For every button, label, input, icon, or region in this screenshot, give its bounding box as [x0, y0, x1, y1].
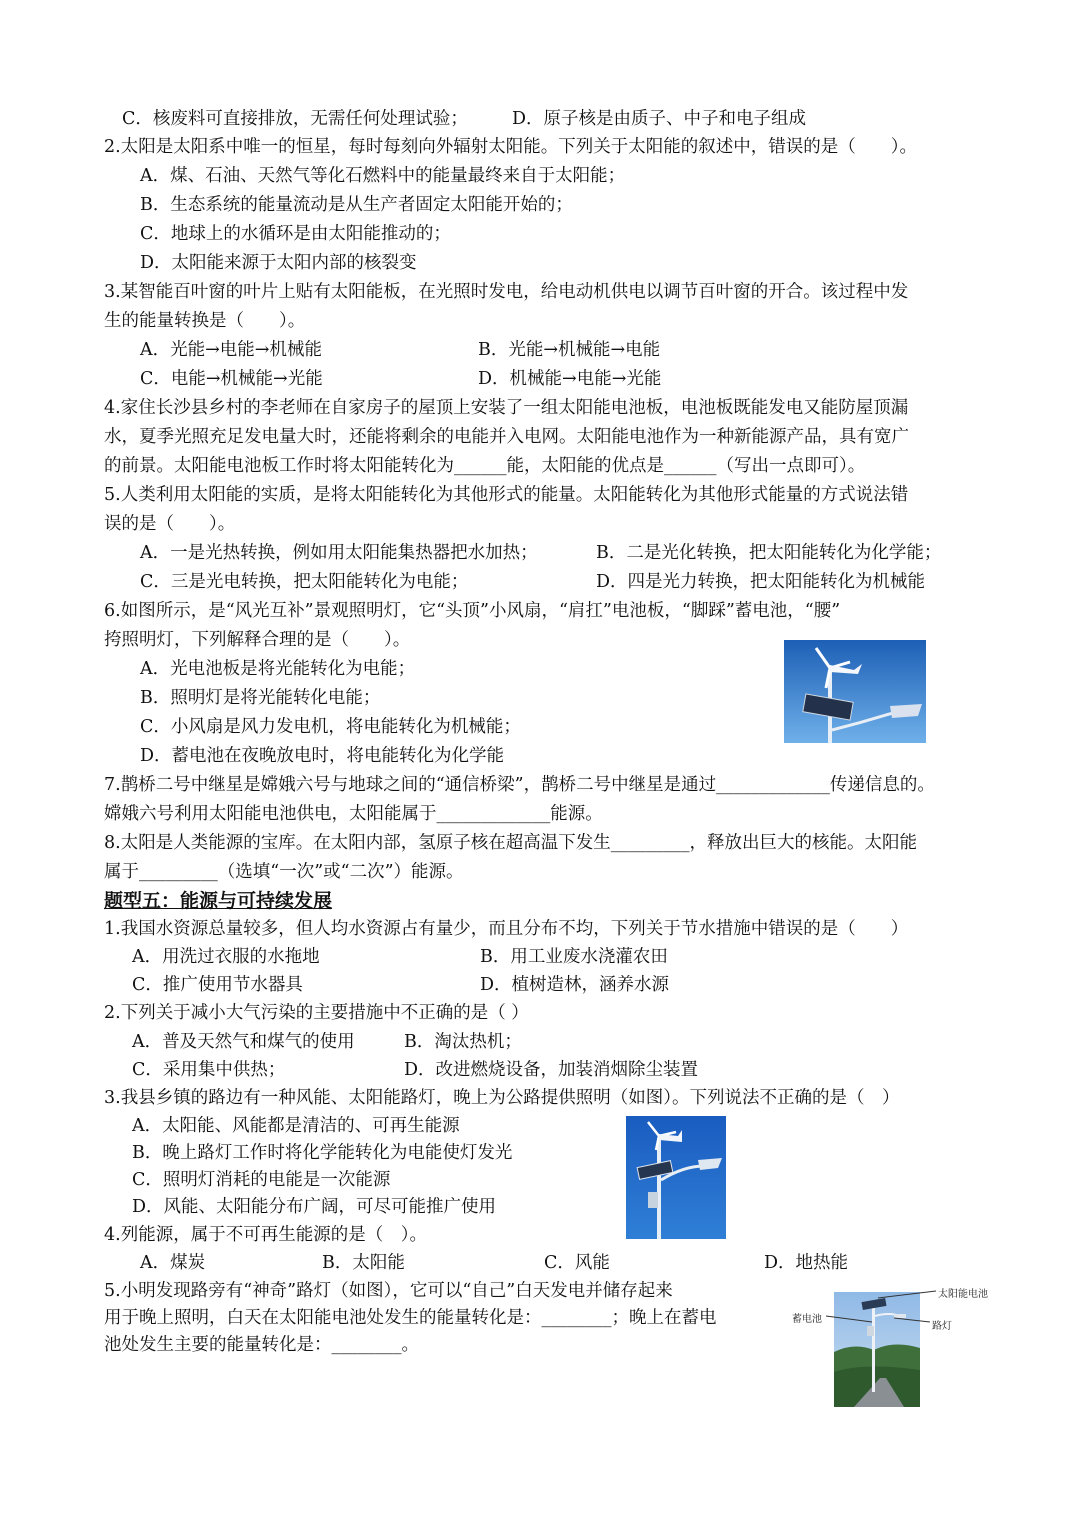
s3-option-d: D．风能、太阳能分布广阔，可尽可能推广使用	[132, 1197, 497, 1217]
street-lamp-image	[626, 1116, 726, 1239]
s1-stem: 1.我国水资源总量较多，但人均水资源占有量少，而且分布不均，下列关于节水措施中错误的是（ ）	[104, 919, 909, 939]
q5-option-c: C．三是光电转换，把太阳能转化为电能；	[140, 572, 469, 592]
q2-option-a: A．煤、石油、天然气等化石燃料中的能量最终来自于太阳能；	[140, 166, 626, 186]
q8-line1: 8.太阳是人类能源的宝库。在太阳内部，氢原子核在超高温下发生_________，释放出巨大的核能。太阳能	[104, 833, 917, 853]
s1-option-b: B．用工业废水浇灌农田	[480, 947, 668, 967]
q3-option-b: B．光能→机械能→电能	[478, 340, 661, 360]
q3-stem-line2: 生的能量转换是（ ）。	[104, 311, 306, 331]
s3-stem: 3.我县乡镇的路边有一种风能、太阳能路灯，晚上为公路提供照明（如图）。下列说法不正确的是（ ）	[104, 1088, 900, 1108]
q6-stem-line1: 6.如图所示，是“风光互补”景观照明灯，它“头顶”小风扇，“肩扛”电池板，“脚踩”蓄电池，“腰”	[104, 601, 841, 621]
q4-line3: 的前景。太阳能电池板工作时将太阳能转化为______能，太阳能的优点是______（写出一点即可）。	[104, 456, 866, 476]
q2-option-c: C．地球上的水循环是由太阳能推动的；	[140, 224, 451, 244]
q7-line2: 嫦娥六号利用太阳能电池供电，太阳能属于_____________能源。	[104, 804, 603, 824]
q8-line2: 属于_________（选填“一次”或“二次”）能源。	[104, 862, 464, 882]
q5-stem-line1: 5.人类利用太阳能的实质，是将太阳能转化为其他形式的能量。太阳能转化为其他形式能量的方式说法错	[104, 485, 909, 505]
label-solar-cell: 太阳能电池	[938, 1289, 988, 1300]
s4-stem: 4.列能源，属于不可再生能源的是（ ）。	[104, 1225, 427, 1245]
s3-option-a: A．太阳能、风能都是清洁的、可再生能源	[132, 1116, 460, 1136]
q2-stem: 2.太阳是太阳系中唯一的恒星，每时每刻向外辐射太阳能。下列关于太阳能的叙述中，错误的是（ ）。	[104, 137, 917, 157]
s2-stem: 2.下列关于减小大气污染的主要措施中不正确的是（ ）	[104, 1003, 529, 1023]
s2-option-a: A．普及天然气和煤气的使用	[132, 1032, 355, 1052]
q2-option-b: B．生态系统的能量流动是从生产者固定太阳能开始的；	[140, 195, 573, 215]
q4-line2: 水，夏季光照充足发电量大时，还能将剩余的电能并入电网。太阳能电池作为一种新能源产品，具有宽广	[104, 427, 909, 447]
s1-option-a: A．用洗过衣服的水拖地	[132, 947, 320, 967]
q2-option-d: D．太阳能来源于太阳内部的核裂变	[140, 253, 417, 273]
q5-option-a: A．一是光热转换，例如用太阳能集热器把水加热；	[140, 543, 538, 563]
q3-option-d: D．机械能→电能→光能	[478, 369, 662, 389]
street-lamp-illustration	[626, 1116, 726, 1239]
s4-option-d: D．地热能	[764, 1253, 849, 1273]
s1-option-d: D．植树造林，涵养水源	[480, 975, 670, 995]
q6-option-b: B．照明灯是将光能转化电能；	[140, 688, 381, 708]
q6-option-c: C．小风扇是风力发电机，将电能转化为机械能；	[140, 717, 521, 737]
s3-option-c: C．照明灯消耗的电能是一次能源	[132, 1170, 391, 1190]
q3-option-c: C．电能→机械能→光能	[140, 369, 323, 389]
q5-option-b: B．二是光化转换，把太阳能转化为化学能；	[596, 543, 942, 563]
q6-stem-line2: 挎照明灯，下列解释合理的是（ ）。	[104, 630, 411, 650]
s3-option-b: B．晚上路灯工作时将化学能转化为电能使灯发光	[132, 1143, 513, 1163]
q5-option-d: D．四是光力转换，把太阳能转化为机械能	[596, 572, 926, 592]
s2-option-b: B．淘汰热机；	[404, 1032, 522, 1052]
q6-option-d: D．蓄电池在夜晚放电时，将电能转化为化学能	[140, 746, 505, 766]
q6-option-a: A．光电池板是将光能转化为电能；	[140, 659, 416, 679]
q3-option-a: A．光能→电能→机械能	[140, 340, 322, 360]
s5-line1: 5.小明发现路旁有“神奇”路灯（如图），它可以“自己”白天发电并储存起来	[104, 1281, 673, 1301]
prev-option-d: D．原子核是由质子、中子和电子组成	[512, 109, 807, 129]
q4-line1: 4.家住长沙县乡村的李老师在自家房子的屋顶上安装了一组太阳能电池板，电池板既能发电又能防屋顶漏	[104, 398, 909, 418]
wind-solar-lamp-image	[784, 640, 926, 743]
s5-line3: 池处发生主要的能量转化是：________。	[104, 1335, 419, 1355]
label-battery: 蓄电池	[792, 1314, 822, 1325]
s2-option-c: C．采用集中供热；	[132, 1060, 286, 1080]
s1-option-c: C．推广使用节水器具	[132, 975, 303, 995]
s4-option-b: B．太阳能	[322, 1253, 405, 1273]
q7-line1: 7.鹊桥二号中继星是嫦娥六号与地球之间的“通信桥梁”，鹊桥二号中继星是通过_____________传递信息的。	[104, 775, 935, 795]
s5-line2: 用于晚上照明，白天在太阳能电池处发生的能量转化是：________；晚上在蓄电	[104, 1308, 717, 1328]
q5-stem-line2: 误的是（ ）。	[104, 514, 236, 534]
s4-option-a: A．煤炭	[140, 1253, 206, 1273]
label-street-lamp: 路灯	[932, 1321, 952, 1332]
s2-option-d: D．改进燃烧设备，加装消烟除尘装置	[404, 1060, 699, 1080]
prev-option-c: C．核废料可直接排放，无需任何处理试验；	[122, 109, 468, 129]
s4-option-c: C．风能	[544, 1253, 610, 1273]
wind-solar-lamp-illustration	[784, 640, 926, 743]
section-heading: 题型五：能源与可持续发展	[104, 890, 333, 912]
q3-stem-line1: 3.某智能百叶窗的叶片上贴有太阳能板，在光照时发电，给电动机供电以调节百叶窗的开合。该过程中发	[104, 282, 909, 302]
